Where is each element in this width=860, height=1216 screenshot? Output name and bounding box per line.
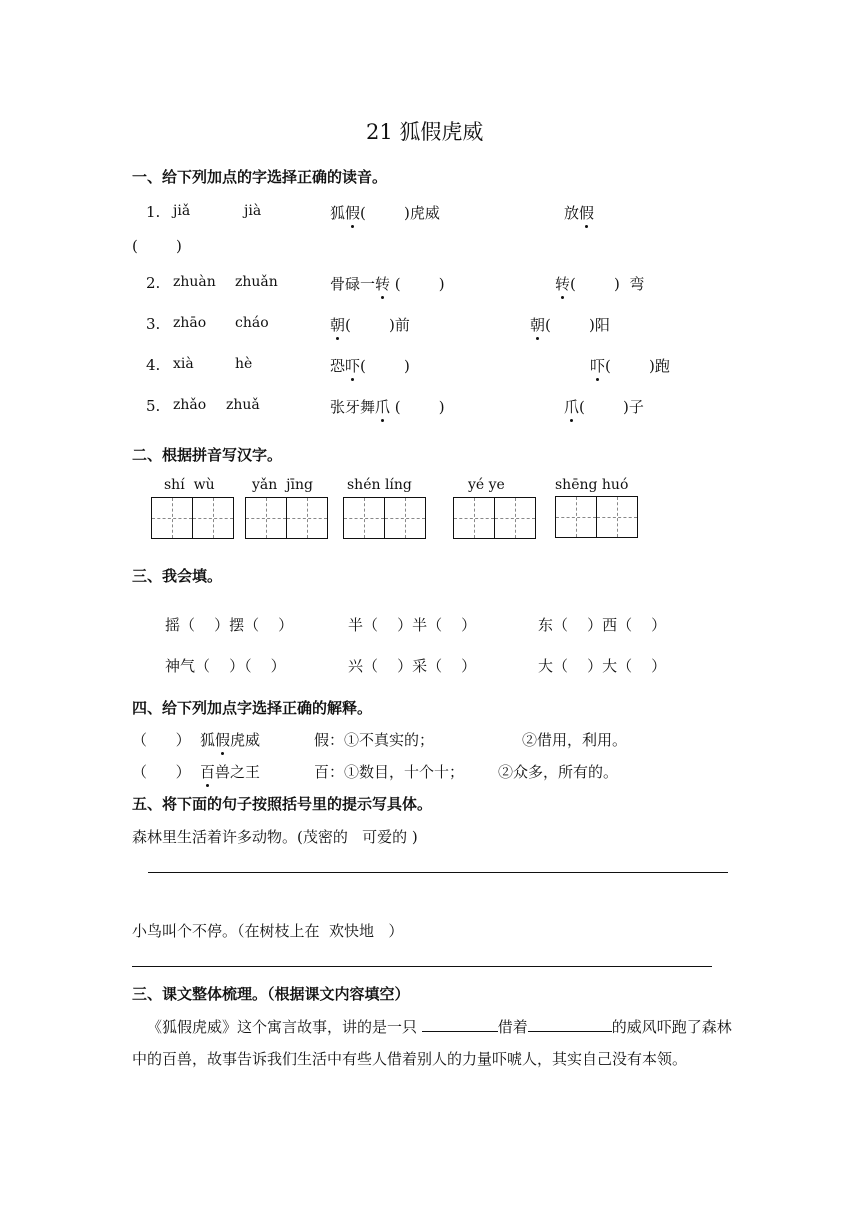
word-2: 吓( )跑: [590, 357, 670, 375]
row-number: 1.: [146, 203, 161, 221]
word-2: 朝( )阳: [530, 316, 610, 334]
fill-item[interactable]: 大（ ）大（ ）: [538, 657, 667, 675]
pinyin-option-b: jià: [244, 203, 262, 219]
pinyin-option-b: zhuǎn: [235, 274, 278, 290]
writing-grid-2[interactable]: [245, 497, 327, 539]
pinyin-option-a: zhuàn: [173, 274, 216, 290]
section1-heading: 一、给下列加点的字选择正确的读音。: [132, 168, 388, 186]
pinyin-option-a: xià: [173, 356, 194, 372]
pinyin-option-a: zhǎo: [173, 397, 207, 413]
row-number: 2.: [146, 274, 161, 292]
answer-line-1[interactable]: [148, 872, 728, 873]
writing-cell[interactable]: [555, 496, 597, 538]
phrase: 狐假虎威: [200, 731, 261, 749]
row-number: 5.: [146, 397, 161, 415]
writing-cell[interactable]: [453, 497, 495, 539]
summary-paragraph: 《狐假虎威》这个寓言故事，讲的是一只 借着 的威风吓跑了森林中的百兽，故事告诉我们生活中有些人借着别人的力量吓唬人，其实自己没有本领。: [132, 1011, 732, 1075]
fill-item[interactable]: 神气（ ）（ ）: [165, 657, 286, 675]
section6-heading: 三、课文整体梳理。（根据课文内容填空）: [132, 985, 410, 1003]
writing-grid-4[interactable]: [453, 497, 535, 539]
phrase: 百兽之王: [200, 763, 261, 781]
answer-paren[interactable]: （ ）: [132, 731, 191, 749]
writing-cell[interactable]: [384, 497, 426, 539]
pinyin-option-b: zhuǎ: [226, 397, 260, 413]
sentence-1: 森林里生活着许多动物。(茂密的 可爱的 ): [132, 828, 418, 846]
pinyin-label: shí wù: [164, 477, 215, 493]
writing-cell[interactable]: [245, 497, 287, 539]
word-1: 恐吓( ): [330, 357, 410, 375]
word-1: 张牙舞爪 ( ): [330, 398, 445, 416]
word-1: 朝( )前: [330, 316, 410, 334]
writing-grid-5[interactable]: [555, 496, 637, 538]
page-title: 21 狐假虎威: [366, 120, 484, 144]
writing-cell[interactable]: [286, 497, 328, 539]
pinyin-label: yǎn jīng: [252, 477, 313, 493]
pinyin-label: yé ye: [468, 477, 505, 493]
fill-item[interactable]: 东（ ）西（ ）: [538, 616, 667, 634]
answer-blank-wrap[interactable]: ( ): [132, 237, 182, 255]
row-number: 3.: [146, 315, 161, 333]
writing-cell[interactable]: [343, 497, 385, 539]
answer-line-2[interactable]: [132, 966, 712, 967]
writing-grid-1[interactable]: [151, 497, 233, 539]
fill-item[interactable]: 兴（ ）采（ ）: [348, 657, 477, 675]
word-2: 转( ) 弯: [555, 275, 645, 293]
fill-item[interactable]: 半（ ）半（ ）: [348, 616, 477, 634]
section5-heading: 五、将下面的句子按照括号里的提示写具体。: [132, 795, 433, 813]
writing-cell[interactable]: [192, 497, 234, 539]
writing-cell[interactable]: [151, 497, 193, 539]
pinyin-label: shén líng: [347, 477, 412, 493]
row-number: 4.: [146, 356, 161, 374]
pinyin-option-b: hè: [235, 356, 253, 372]
writing-cell[interactable]: [494, 497, 536, 539]
word-1: 狐假( )虎威: [330, 204, 440, 222]
fill-blank-1[interactable]: [422, 1014, 498, 1032]
writing-cell[interactable]: [596, 496, 638, 538]
pinyin-option-a: jiǎ: [173, 203, 191, 219]
pinyin-option-a: zhāo: [173, 315, 207, 331]
pinyin-option-b: cháo: [235, 315, 269, 331]
section2-heading: 二、根据拼音写汉字。: [132, 446, 283, 464]
definition: 假：①不真实的；: [314, 731, 435, 749]
definition: 百：①数目，十个十；: [314, 763, 465, 781]
fill-item[interactable]: 摇（ ）摆（ ）: [165, 616, 294, 634]
pinyin-label: shēng huó: [555, 477, 629, 493]
word-2: 放假: [564, 204, 595, 222]
word-1: 骨碌一转 ( ): [330, 275, 445, 293]
writing-grid-3[interactable]: [343, 497, 425, 539]
definition: ②借用，利用。: [522, 731, 628, 749]
section3-heading: 三、我会填。: [132, 567, 223, 585]
section4-heading: 四、给下列加点字选择正确的解释。: [132, 699, 373, 717]
word-2: 爪( )子: [564, 398, 644, 416]
definition: ②众多，所有的。: [498, 763, 619, 781]
sentence-2: 小鸟叫个不停。（在树枝上在 欢快地 ）: [132, 922, 404, 940]
fill-blank-2[interactable]: [528, 1014, 612, 1032]
answer-paren[interactable]: （ ）: [132, 763, 191, 781]
